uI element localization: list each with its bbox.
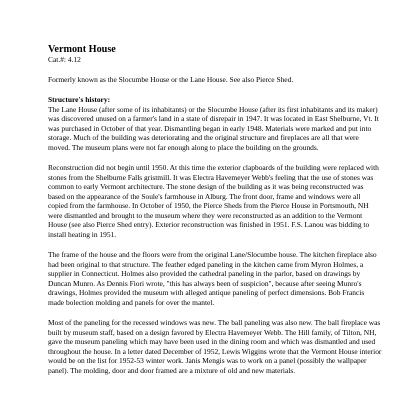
history-paragraph-3: The frame of the house and the floors were from the original Lane/Slocumbe house. The kitchen fireplace also had been original to that structure. The feather edged paneling in the kitchen came from Myron Holmes, a supplier in Connecticut. Holmes also provided the cathedral paneling in the parlor, based on drawings by Duncan Munro. As Dennis Fiori wrote, "this has always been of suspicion", because after seeing Munro's drawings, Holmes provided the museum with alleged antique paneling of perfect dimensions. Bob Francis made bolection molding and panels for over the mantel. — [48, 250, 377, 308]
history-paragraph-2: Reconstruction did not begin until 1950. At this time the exterior clapboards of the building were replaced with stones from the Shelburne Falls gristmill. It was Electra Havemeyer Webb's feeling that the use of stones was common to early Vermont architecture. The stone design of the building as it was being reconstructed was based on the appearance of the Soule's farmhouse in Alburg. The front door, frame and windows were all copied from the farmhouse. In October of 1950, the Pierce Sheds from the Pierce House in Portsmouth, NH were dismantled and brought to the museum where they were reconstructed as an addition to the Vermont House (see also Pierce Shed entry). Exterior reconstruction was finished in 1951. F.S. Lanou was bidding to install heating in 1951. — [48, 162, 379, 240]
intro-paragraph: Formerly known as the Slocumbe House or the Lane House. See also Pierce Shed. — [48, 74, 294, 84]
history-paragraph-1: The Lane House (after some of its inhabitants) or the Slocumbe House (after its first inhabitants and its maker) was discovered unused on a farmer's land in a state of disrepair in 1947. It was located in East Shelburne, Vt. It was purchased in October of that year. Dismantling began in early 1948. Materials were marked and put into storage. Much of the building was deteriorating and the original structure and fireplaces are all that were moved. The museum plans were not far enough along to place the building on the grounds. — [48, 104, 379, 152]
history-paragraph-4: Most of the paneling for the recessed windows was new. The ball paneling was also new. The ball fireplace was built by museum staff, based on a design favored by Electra Havemeyer Webb. The Hill family, of Tilton, NH, gave the museum paneling which may have been used in the dining room and which was dismantled and used throughout the house. In a letter dated December of 1952, Lewis Wiggins wrote that the Vermont House interior would be on the list for 1952-53 winter work. Janis Mengis was to work on a panel (possibly the wallpaper panel). The molding, door and door framed are a mixture of old and new materials. — [48, 318, 382, 375]
section-heading-history: Structure's history: — [48, 94, 111, 104]
catalog-number-label: Cat.#: — [48, 55, 66, 64]
catalog-number — [48, 55, 382, 65]
document-title: Vermont House — [48, 44, 116, 55]
catalog-number-value: 4.12 — [67, 55, 81, 64]
